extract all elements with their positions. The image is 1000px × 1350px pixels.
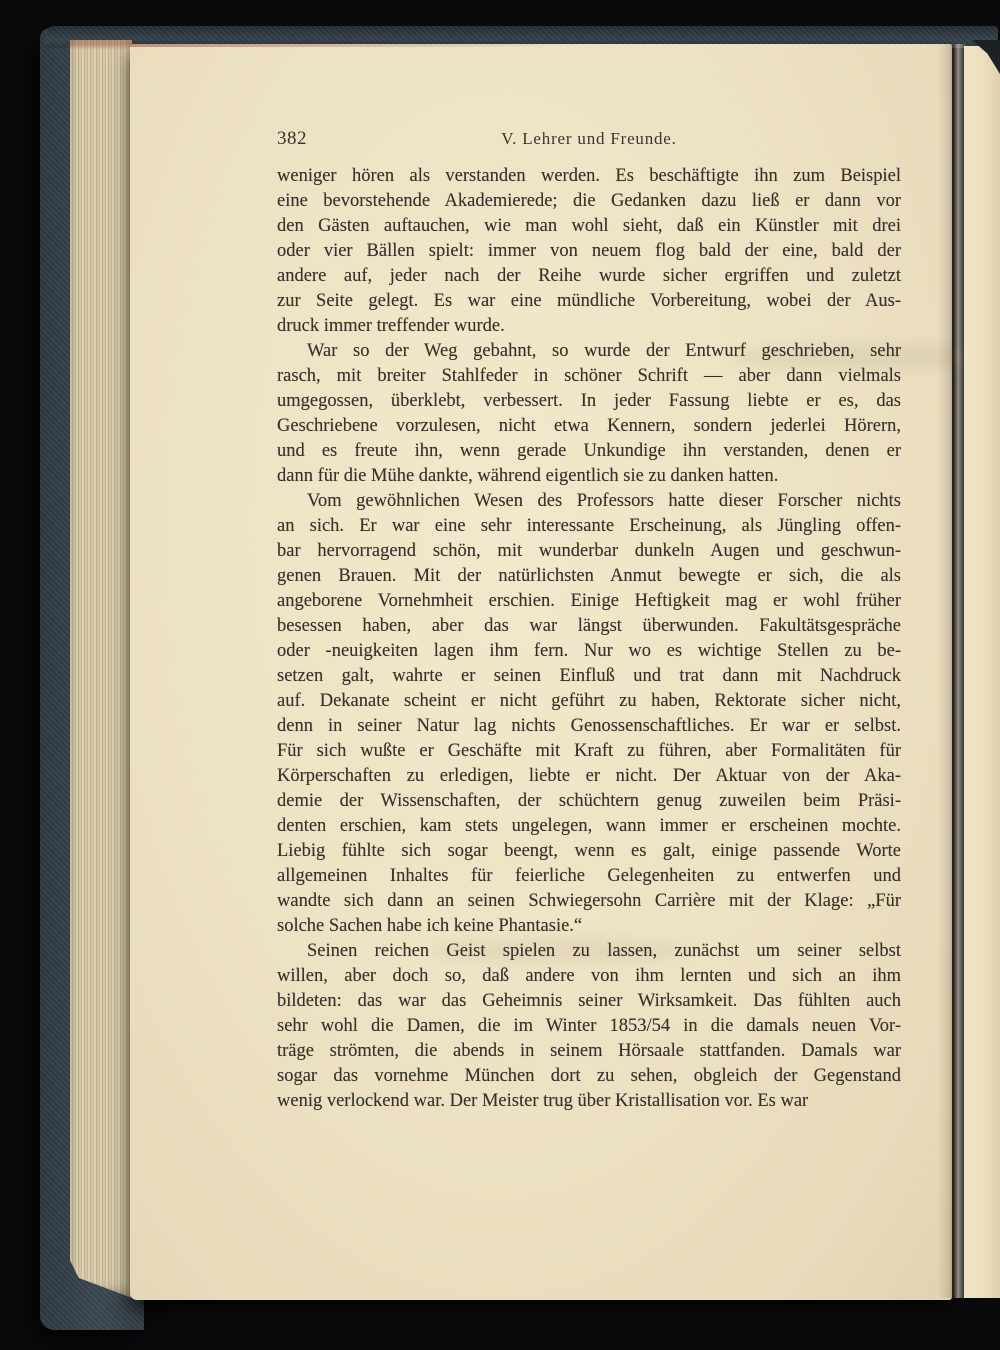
text-line: druck immer treffender wurde. (277, 316, 505, 336)
text-line: weniger hören als verstanden werden. Es beschäftigte ihn zum Beispiel (277, 166, 901, 186)
text-line: oder -neuigkeiten lagen ihm fern. Nur wo es wichtige Stellen zu be- (277, 641, 901, 661)
text-line: wenig verlockend war. Der Meister trug über Kristallisation vor. Es war (277, 1091, 809, 1111)
text-line: wandte sich dann an seinen Schwiegersohn Carrière mit der Klage: „Für (277, 891, 901, 911)
text-line: bar hervorragend schön, mit wunderbar dunkeln Augen und geschwun- (277, 541, 901, 561)
book-page (130, 44, 952, 1300)
body-text (277, 164, 901, 1114)
text-line: umgegossen, überklebt, verbessert. In jeder Fassung liebte er es, das (277, 391, 901, 411)
text-line: andere auf, jeder nach der Reihe wurde sicher ergriffen und zuletzt (277, 266, 901, 286)
text-line: setzen galt, wahrte er seinen Einfluß und trat dann mit Nachdruck (277, 666, 901, 686)
text-line: denn in seiner Natur lag nichts Genossenschaftliches. Er war er selbst. (277, 716, 901, 736)
text-line: willen, aber doch so, daß andere von ihm lernten und sich an ihm (277, 966, 901, 986)
text-line: denten erschien, kam stets ungelegen, wann immer er erscheinen mochte. (277, 816, 901, 836)
text-line: demie der Wissenschaften, der schüchtern genug zuweilen beim Präsi- (277, 791, 901, 811)
text-line: eine bevorstehende Akademierede; die Gedanken dazu ließ er dann vor (277, 191, 901, 211)
text-line: an sich. Er war eine sehr interessante Erscheinung, als Jüngling offen- (277, 516, 901, 536)
text-line: War so der Weg gebahnt, so wurde der Entwurf geschrieben, sehr (307, 341, 901, 361)
text-line: Vom gewöhnlichen Wesen des Professors hatte dieser Forscher nichts (307, 491, 901, 511)
text-line: sogar das vornehme München dort zu sehen, obgleich der Gegenstand (277, 1066, 901, 1086)
text-line: genen Brauen. Mit der natürlichsten Anmut bewegte er sich, die als (277, 566, 901, 586)
text-line: besessen haben, aber das war längst überwunden. Fakultätsgespräche (277, 616, 901, 636)
page-edge-stack (70, 40, 132, 1298)
paragraph (277, 339, 901, 489)
text-line: rasch, mit breiter Stahlfeder in schöner Schrift — aber dann vielmals (277, 366, 901, 386)
text-line: Liebig fühlte sich sogar beengt, wenn es galt, einige passende Worte (277, 841, 901, 861)
paragraph (277, 939, 901, 1114)
text-line: Für sich wußte er Geschäfte mit Kraft zu führen, aber Formalitäten für (277, 741, 901, 761)
text-line: sehr wohl die Damen, die im Winter 1853/54 in die damals neuen Vor- (277, 1016, 901, 1036)
page-number: 382 (277, 128, 307, 149)
text-line: oder vier Bällen spielt: immer von neuem flog bald der eine, bald der (277, 241, 901, 261)
text-line: Körperschaften zu erledigen, liebte er nicht. Der Aktuar von der Aka- (277, 766, 901, 786)
text-line: Geschriebene vorzulesen, nicht etwa Kennern, sondern jederlei Hörern, (277, 416, 901, 436)
page-header (277, 126, 901, 164)
text-block (277, 126, 901, 1114)
running-header: V. Lehrer und Freunde. (501, 129, 677, 148)
facing-page-sliver (964, 46, 1000, 1298)
paragraph (277, 489, 901, 939)
text-line: träge strömten, die abends in seinem Hörsaale stattfanden. Damals war (277, 1041, 901, 1061)
text-line: auf. Dekanate scheint er nicht geführt zu haben, Rektorate sicher nicht, (277, 691, 901, 711)
text-line: zur Seite gelegt. Es war eine mündliche Vorbereitung, wobei der Aus- (277, 291, 901, 311)
paragraph (277, 164, 901, 339)
text-line: solche Sachen habe ich keine Phantasie.“ (277, 916, 583, 936)
text-line: dann für die Mühe dankte, während eigentlich sie zu danken hatten. (277, 466, 779, 486)
text-line: Seinen reichen Geist spielen zu lassen, zunächst um seiner selbst (307, 941, 901, 961)
gutter-shadow (938, 44, 966, 1298)
text-line: den Gästen auftauchen, wie man wohl sieht, daß ein Künstler mit drei (277, 216, 901, 236)
text-line: allgemeinen Inhaltes für feierliche Gelegenheiten zu entwerfen und (277, 866, 901, 886)
text-line: bildeten: das war das Geheimnis seiner Wirksamkeit. Das fühlten auch (277, 991, 901, 1011)
text-line: und es freute ihn, wenn gerade Unkundige ihn verstanden, denen er (277, 441, 901, 461)
text-line: angeborene Vornehmheit erschien. Einige Heftigkeit mag er wohl früher (277, 591, 901, 611)
